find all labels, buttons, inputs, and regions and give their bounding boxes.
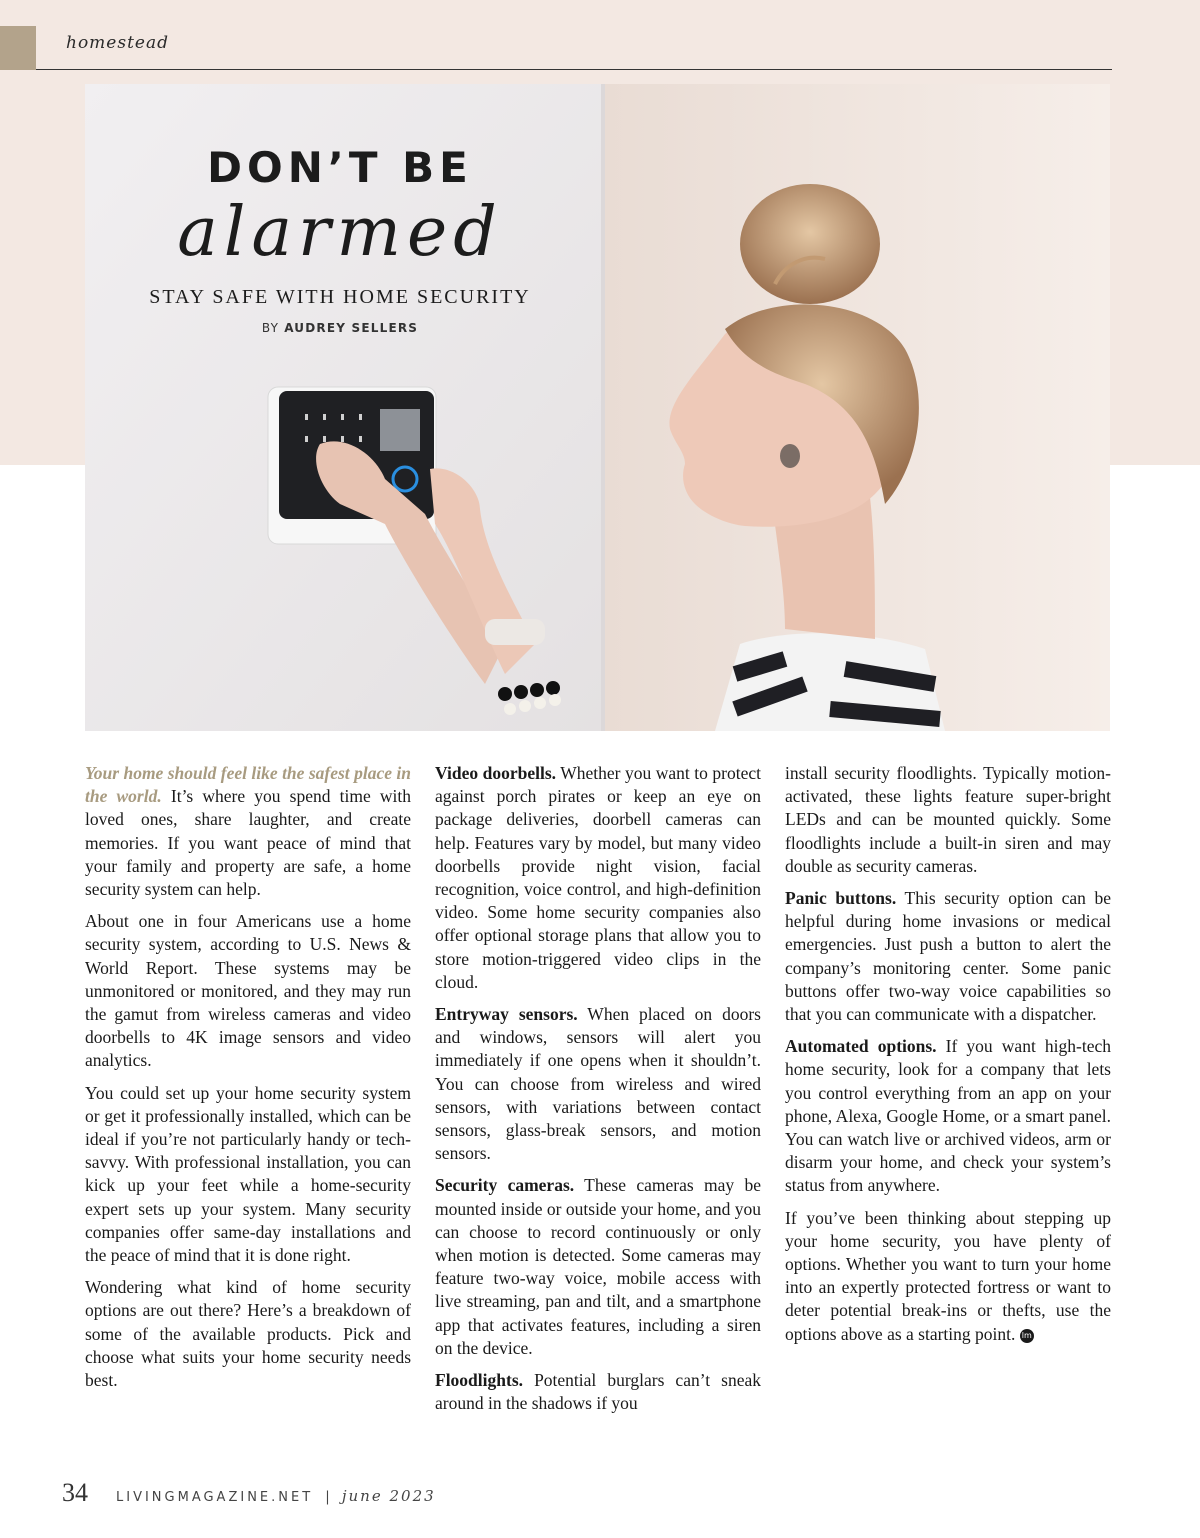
paragraph-text: Whether you want to protect against porch pirates or keep an eye on package deliveries, doorbell cameras can help. Features vary by model, but many video doorbells provide night vision, facial recognition, voice control, and high-definition video. Some home security companies also offer optional storage plans that allow you to store motion-triggered video clips in the cloud. xyxy=(435,763,761,992)
subhead-floodlights: Floodlights. xyxy=(435,1370,524,1391)
paragraph-text: This security option can be helpful during home invasions or medical emergencies. Just push a button to alert the company’s monitoring center. Some panic buttons offer two-way voice capabilities so that you can communicate with a dispatcher. xyxy=(785,888,1112,1025)
section-tab xyxy=(0,26,36,70)
paragraph-text: These cameras may be mounted inside or outside your home, and you can choose to record continuously or only when motion is detected. Some cameras may feature two-way voice, mobile access with live streaming, pan and tilt, and a smartphone app that activates features, including a siren on the device. xyxy=(435,1175,762,1358)
paragraph: About one in four Americans use a home security system, according to U.S. News & World Report. These systems may be unmonitored or monitored, and they may run the gamut from wireless cameras and video doorbells to 4K image sensors and video analytics. xyxy=(85,911,411,1071)
paragraph xyxy=(785,1035,1111,1197)
section-label: homestead xyxy=(66,33,169,53)
paragraph-text: When placed on doors and windows, sensors will alert you immediately if one opens when it shouldn’t. You can choose from wireless and wired sensors, with variations between contact sensors, glass-break sensors, and motion sensors. xyxy=(435,1004,761,1164)
paragraph xyxy=(435,762,761,994)
paragraph xyxy=(435,1369,761,1415)
paragraph: Wondering what kind of home security options are out there? Here’s a breakdown of some of the available products. Pick and choose what suits your home security needs best. xyxy=(85,1277,411,1391)
paragraph xyxy=(785,887,1111,1026)
lead-in: Your home should feel like the safest place in the world. xyxy=(85,763,411,807)
subhead-cameras: Security cameras. xyxy=(435,1175,575,1196)
subhead-doorbells: Video doorbells. xyxy=(435,763,557,783)
column-3 xyxy=(785,762,1111,1355)
subhead-sensors: Entryway sensors. xyxy=(435,1004,578,1025)
footer-issue: june 2023 xyxy=(341,1487,436,1505)
byline-prefix: BY xyxy=(261,321,280,335)
paragraph xyxy=(435,1174,761,1360)
paragraph xyxy=(85,762,411,901)
paragraph: install security floodlights. Typically motion-activated, these lights feature super-bright LEDs and can be mounted quickly. Some floodlights include a built-in siren and may double as security cameras. xyxy=(785,763,1111,876)
byline-author: AUDREY SELLERS xyxy=(284,321,419,335)
headline-main: alarmed xyxy=(177,193,503,272)
column-1 xyxy=(85,762,411,1401)
headline-block xyxy=(85,142,595,335)
footer-separator: | xyxy=(325,1489,330,1505)
subhead-panic: Panic buttons. xyxy=(785,888,897,909)
paragraph: You could set up your home security system or get it professionally installed, which can be ideal if you’re not particularly handy or tech-savvy. With professional installation, you can kick up your feet while a home-security expert sets up your system. Many security companies offer same-day installations and the peace of mind that it is done right. xyxy=(85,1082,411,1266)
article-body xyxy=(85,762,1110,1462)
headline-kicker: DON’T BE xyxy=(207,143,473,192)
paragraph-text: If you’ve been thinking about stepping up your home security, you have plenty of options. Whether you want to turn your home into an expertly protected fortress or want to deter potential break-ins or thefts, use the options above as a starting point. xyxy=(785,1207,1111,1344)
subhead-automated: Automated options. xyxy=(785,1036,937,1057)
page-number: 34 xyxy=(62,1478,88,1507)
paragraph xyxy=(435,1003,761,1165)
header-rule xyxy=(36,69,1112,70)
end-mark-icon: lm xyxy=(1020,1329,1034,1343)
paragraph-text: If you want high-tech home security, look for a company that lets you control everything from an app on your phone, Alexa, Google Home, or a smart panel. You can watch live or archived videos, arm or disarm your home, and check your system’s status from anywhere. xyxy=(785,1036,1111,1196)
column-2 xyxy=(435,762,761,1424)
byline xyxy=(85,321,595,335)
paragraph xyxy=(785,1207,1111,1346)
paragraph-text: Potential burglars can’t sneak around in the shadows if you xyxy=(435,1370,761,1414)
page-footer xyxy=(62,1478,436,1508)
headline-dek: STAY SAFE WITH HOME SECURITY xyxy=(149,286,531,308)
paragraph-text: It’s where you spend time with loved ones, share laughter, and create memories. If you want peace of mind that your family and property are safe, a home security system can help. xyxy=(85,786,411,900)
footer-site: LIVINGMAGAZINE.NET xyxy=(116,1490,314,1505)
